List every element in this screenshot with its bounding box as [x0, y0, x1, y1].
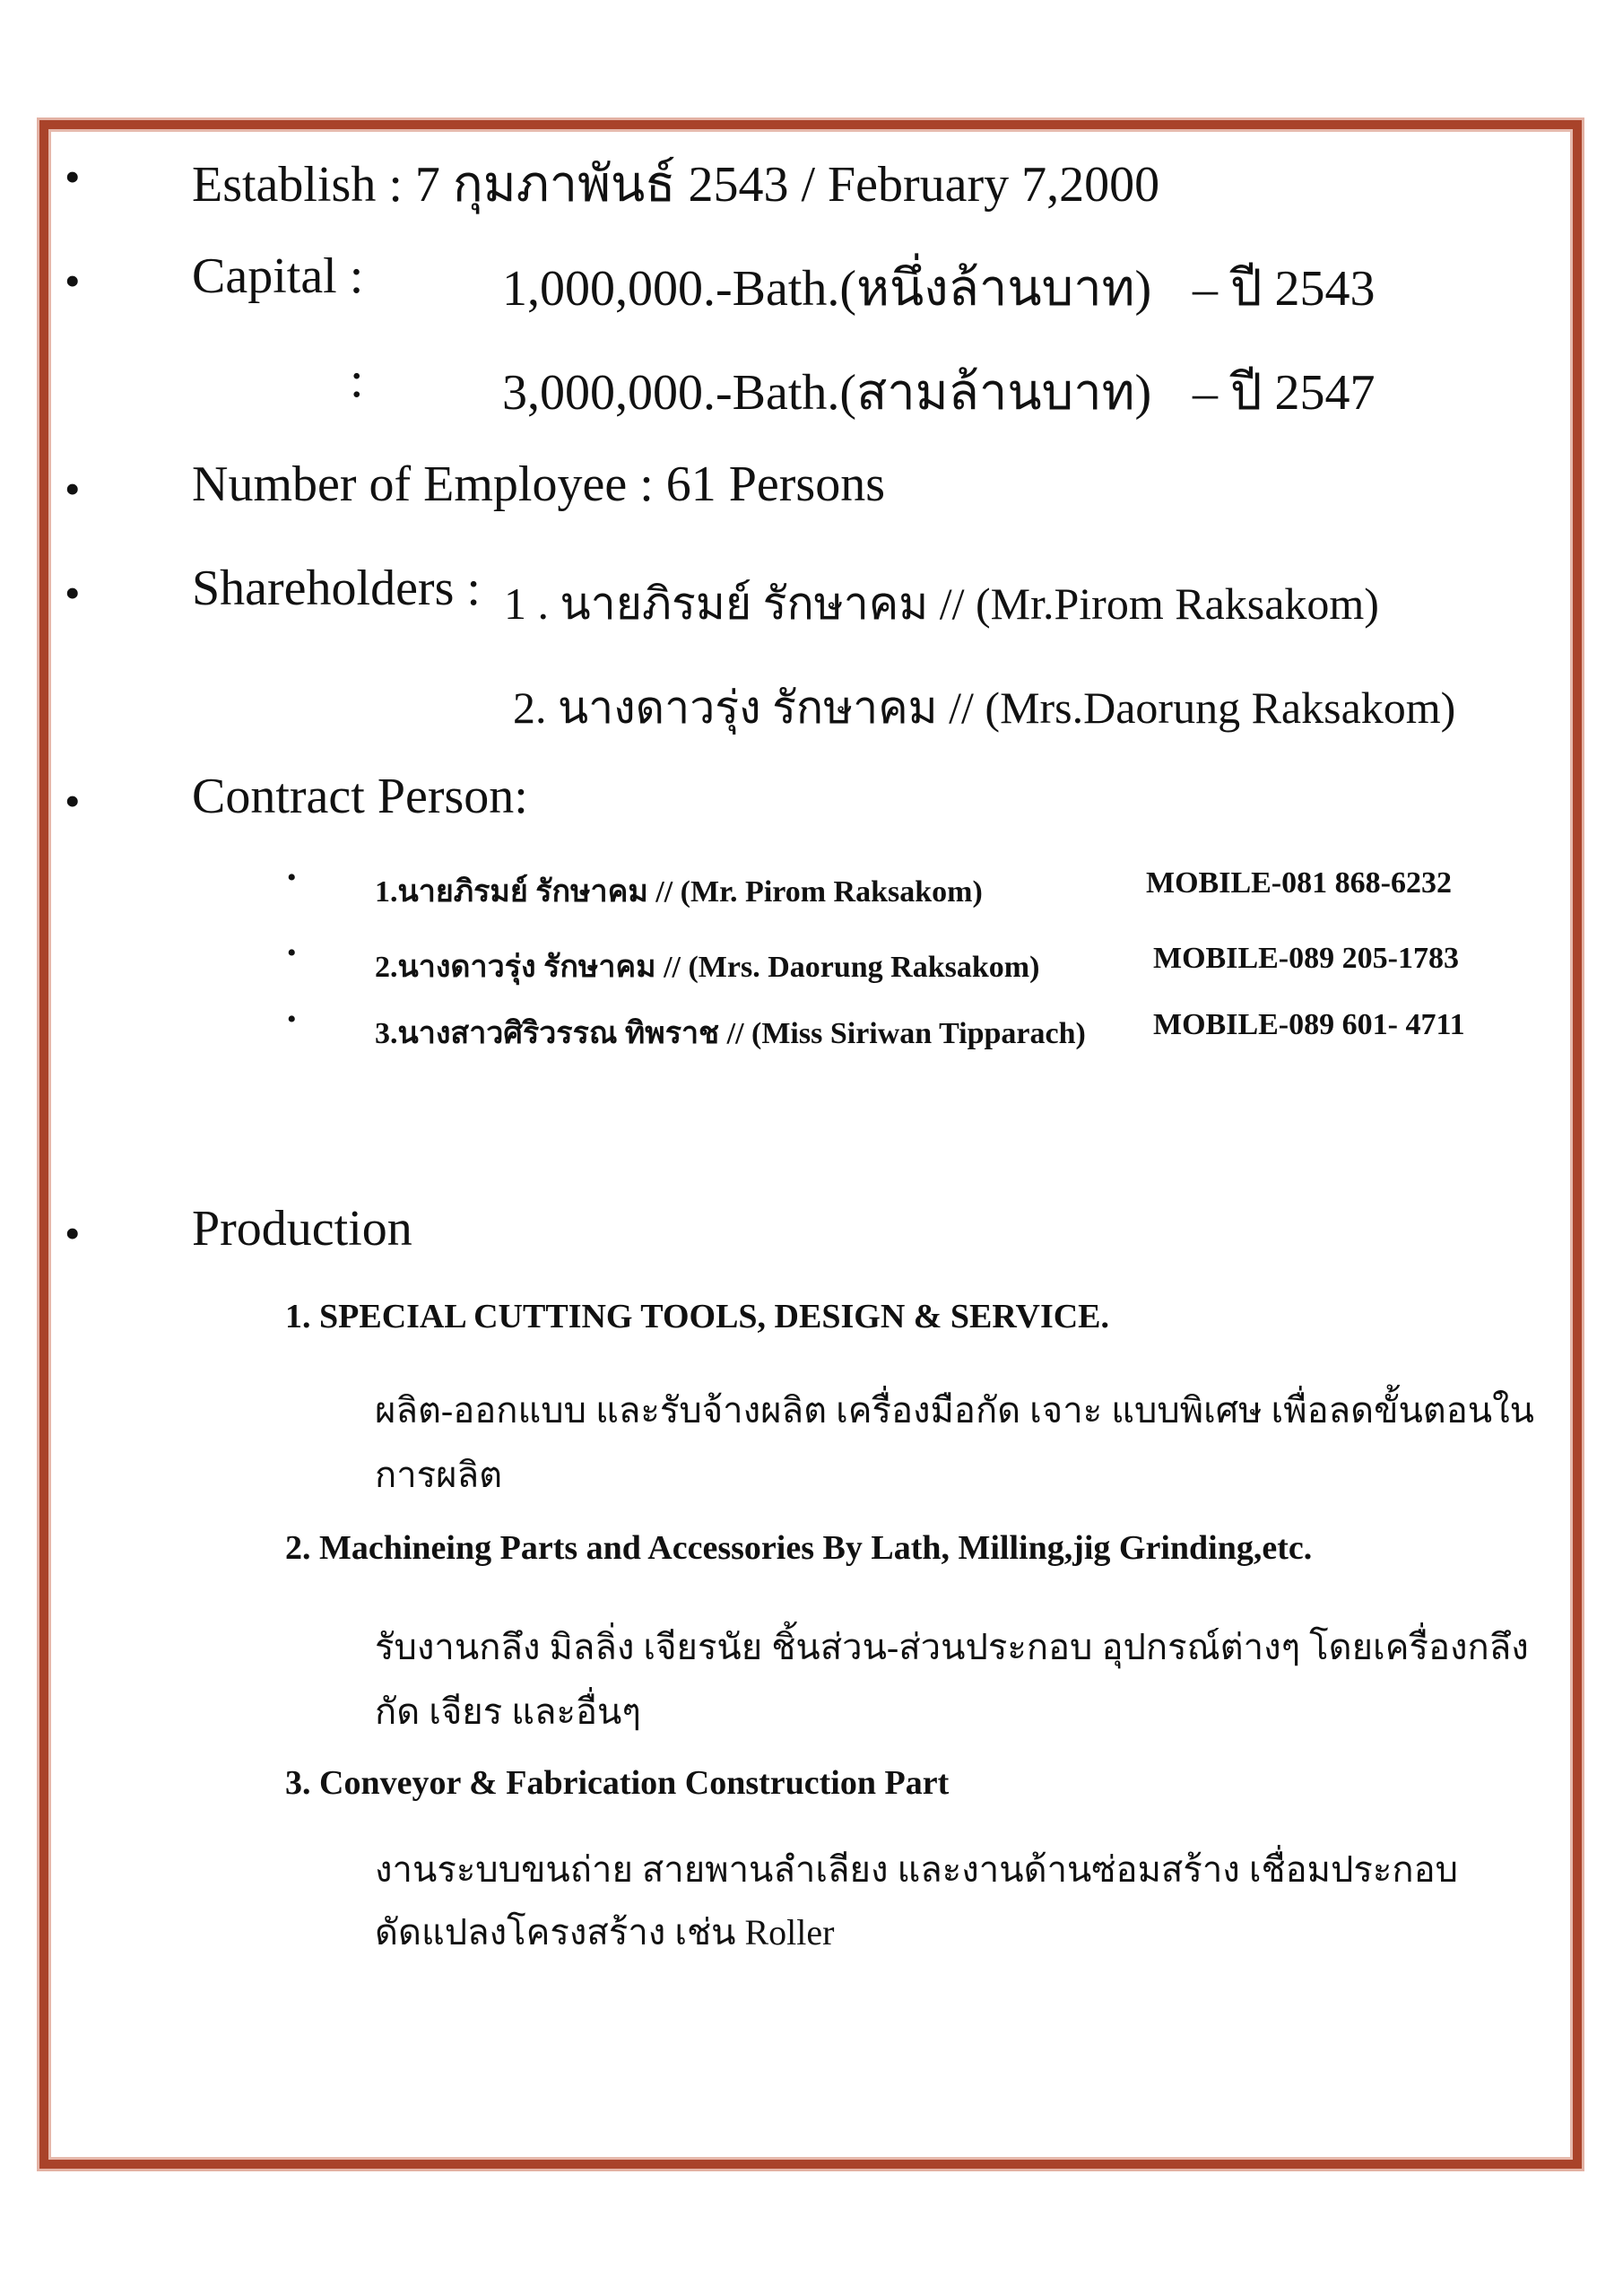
shareholder-2: 2. นางดาวรุ่ง รักษาคม // (Mrs.Daorung Raksakom): [513, 683, 1456, 733]
contact-mobile-3: MOBILE-089 601- 4711: [1153, 1008, 1465, 1041]
sub-bullet: •: [287, 863, 297, 892]
production-item-1-desc-line2: การผลิต: [375, 1455, 503, 1495]
production-item-3-title: 3. Conveyor & Fabrication Construction Part: [285, 1764, 950, 1802]
capital-year-2543: – ปี 2543: [1193, 261, 1376, 317]
production-item-1-desc-line1: ผลิต-ออกแบบ และรับจ้างผลิต เครื่องมือกัด เจาะ แบบพิเศษ เพื่อลดขั้นตอนใน: [375, 1390, 1535, 1431]
capital-colon: :: [350, 352, 364, 408]
contact-mobile-2: MOBILE-089 205-1783: [1153, 942, 1459, 975]
production-label: Production: [192, 1201, 412, 1257]
bullet: •: [65, 1208, 81, 1258]
production-item-3-desc-line1: งานระบบขนถ่าย สายพานลำเลียง และงานด้านซ่อมสร้าง เชื่อมประกอบ: [375, 1849, 1459, 1890]
employee-count: Number of Employee : 61 Persons: [192, 457, 885, 512]
bullet: •: [65, 568, 81, 618]
establish-line: Establish : 7 กุมภาพันธ์ 2543 / February 7,2000: [192, 157, 1160, 213]
capital-amount-2547: 3,000,000.-Bath.(สามล้านบาท): [502, 365, 1152, 421]
contact-name-3: 3.นางสาวศิริวรรณ ทิพราช // (Miss Siriwan Tipparach): [375, 1017, 1086, 1050]
capital-label: Capital :: [192, 248, 364, 304]
sub-bullet: •: [287, 1004, 297, 1034]
sub-bullet: •: [287, 938, 297, 968]
production-item-3-desc-line2: ดัดแปลงโครงสร้าง เช่น Roller: [375, 1912, 835, 1952]
shareholders-label: Shareholders :: [192, 561, 481, 616]
bullet: •: [65, 256, 81, 306]
bullet: •: [65, 152, 81, 202]
contact-label: Contract Person:: [192, 769, 528, 824]
contact-name-2: 2.นางดาวรุ่ง รักษาคม // (Mrs. Daorung Raksakom): [375, 951, 1040, 984]
production-item-2-title: 2. Machineing Parts and Accessories By Lath, Milling,jig Grinding,etc.: [285, 1529, 1313, 1567]
bullet: •: [65, 464, 81, 514]
capital-year-2547: – ปี 2547: [1193, 365, 1376, 421]
production-item-2-desc-line1: รับงานกลึง มิลลิ่ง เจียรนัย ชิ้นส่วน-ส่วนประกอบ อุปกรณ์ต่างๆ โดยเครื่องกลึง: [375, 1627, 1529, 1667]
production-item-2-desc-line2: กัด เจียร และอื่นๆ: [375, 1692, 641, 1732]
capital-amount-2543: 1,000,000.-Bath.(หนึ่งล้านบาท): [502, 261, 1152, 317]
contact-mobile-1: MOBILE-081 868-6232: [1146, 866, 1452, 900]
production-item-1-title: 1. SPECIAL CUTTING TOOLS, DESIGN & SERVICE.: [285, 1298, 1110, 1335]
bullet: •: [65, 776, 81, 826]
contact-name-1: 1.นายภิรมย์ รักษาคม // (Mr. Pirom Raksakom): [375, 875, 983, 909]
shareholder-1: 1 . นายภิรมย์ รักษาคม // (Mr.Pirom Raksakom): [504, 578, 1379, 629]
